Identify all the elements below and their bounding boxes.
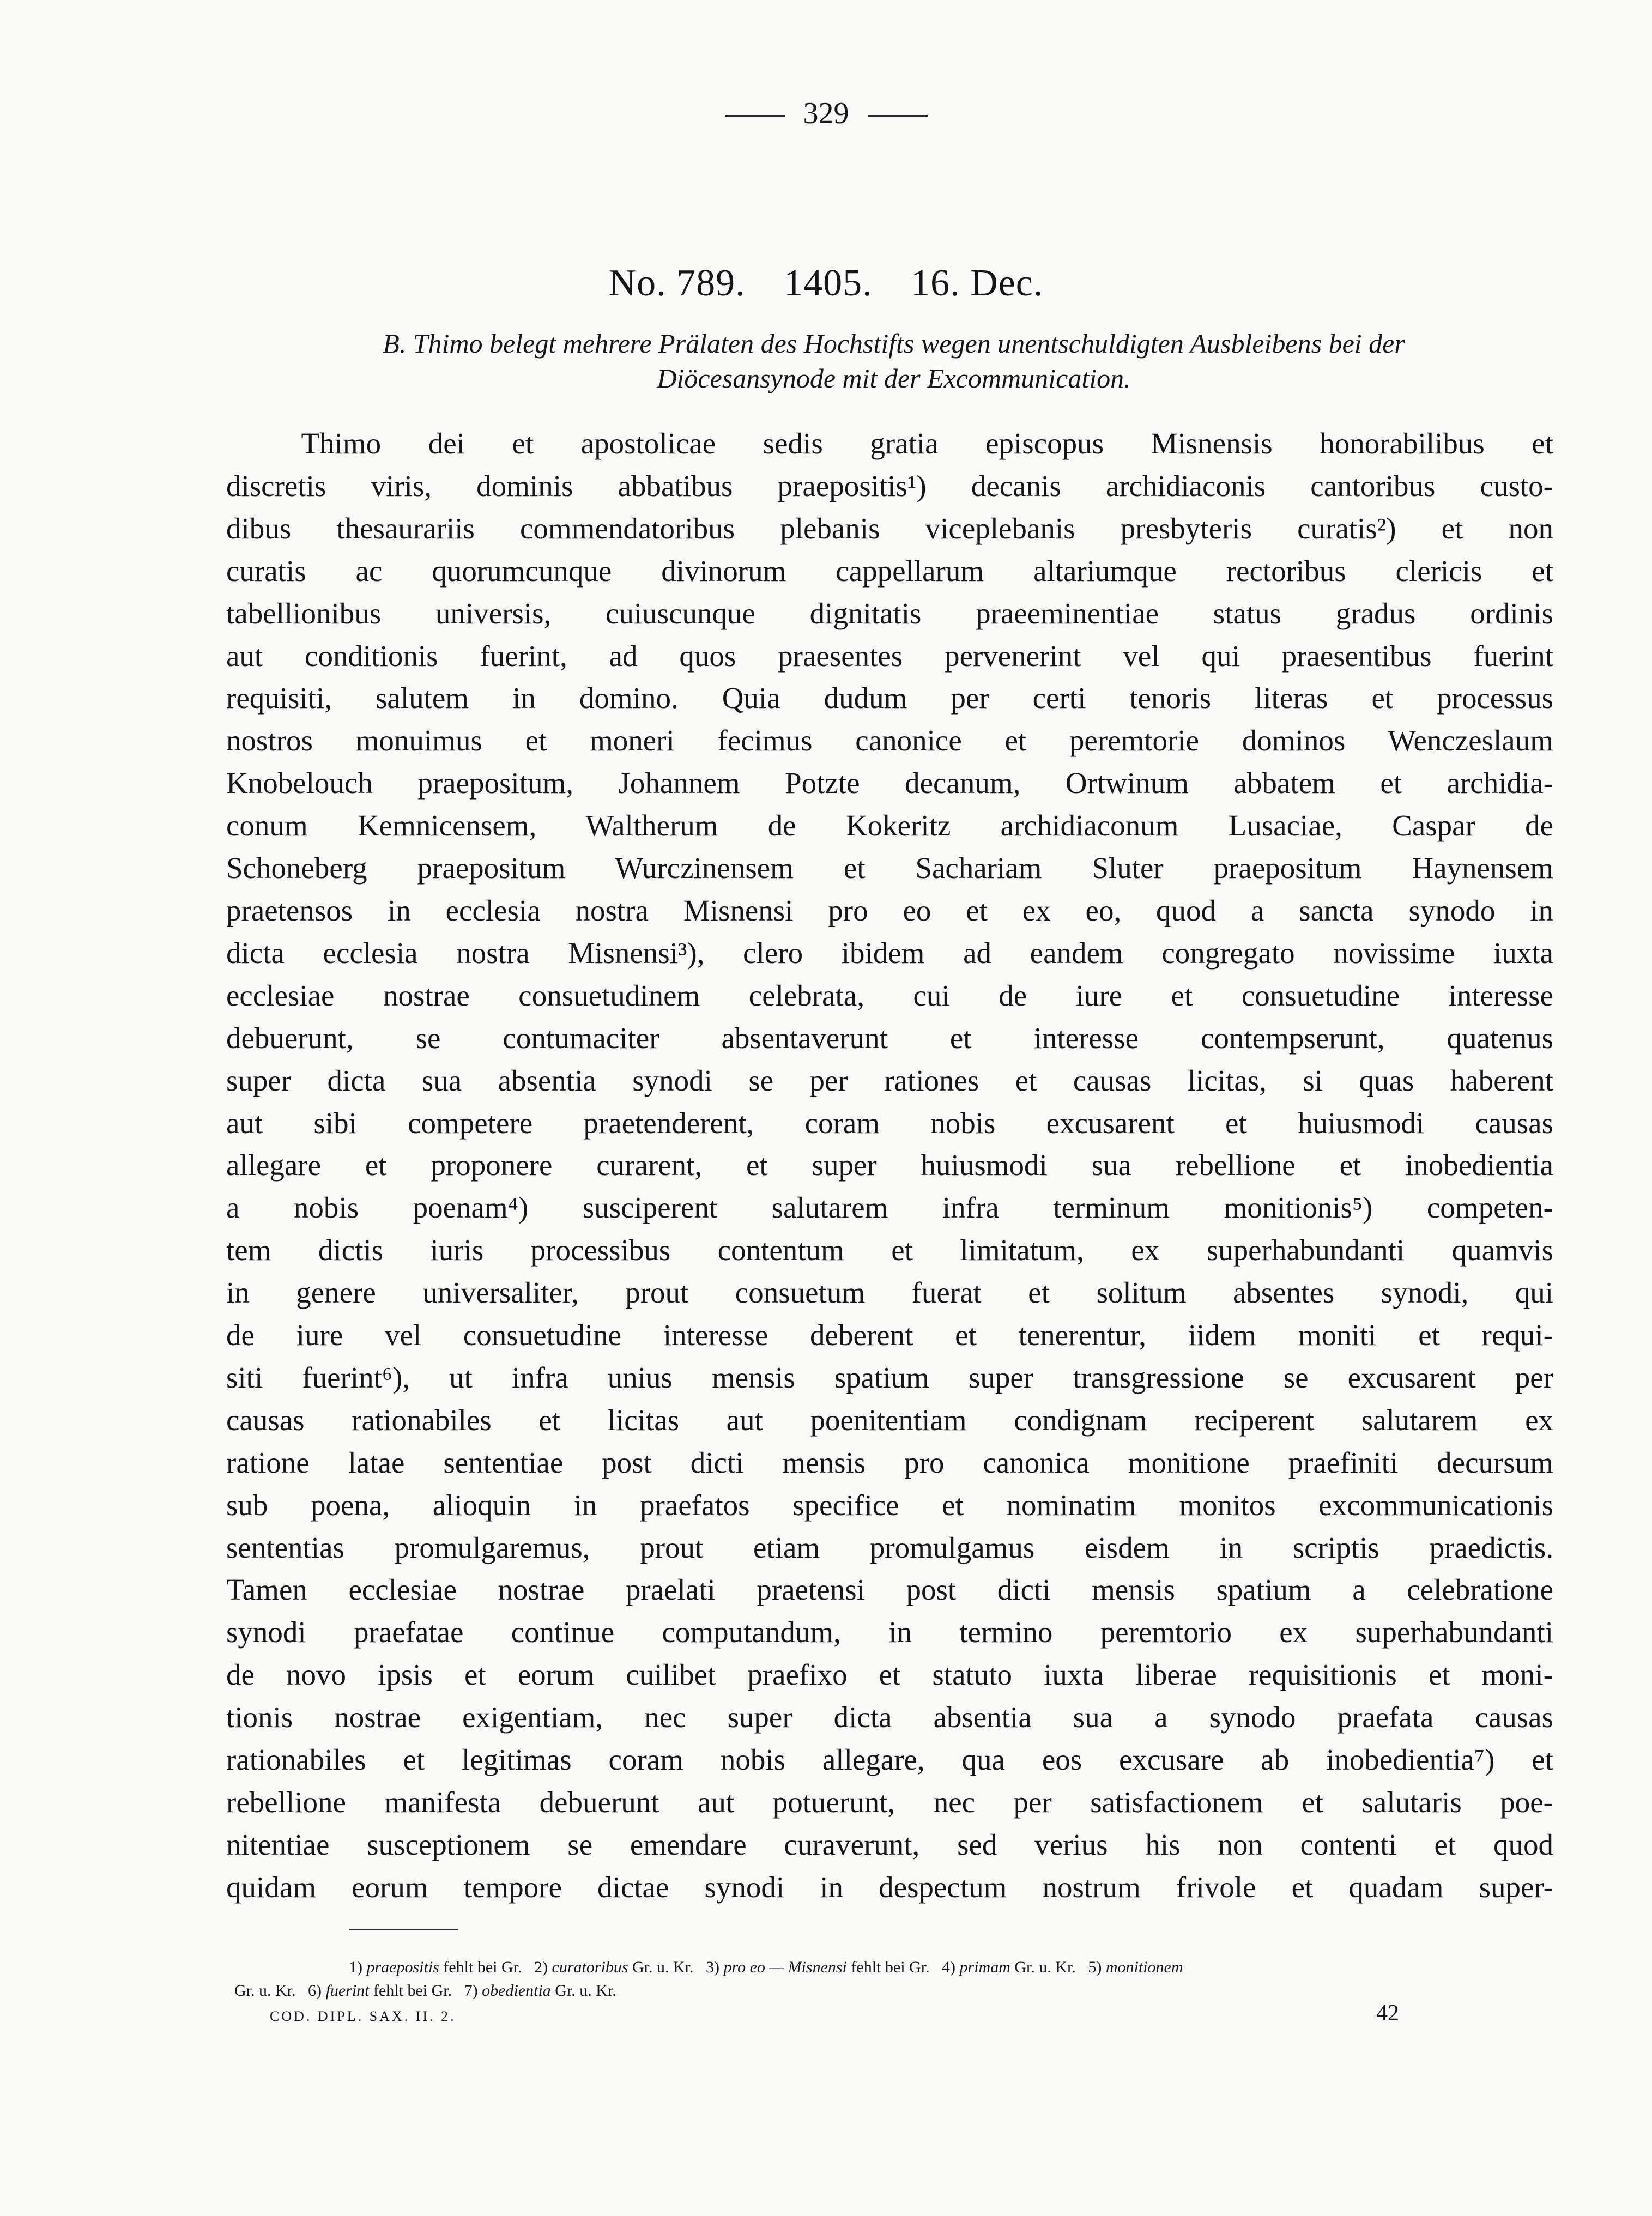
- text-line: tabellionibus universis, cuiuscunque dignitatis praeeminentiae status gradus ordinis: [226, 596, 1553, 630]
- text-line: conum Kemnicensem, Waltherum de Kokeritz archidiaconum Lusaciae, Caspar de: [226, 809, 1553, 843]
- text-line: synodi praefatae continue computandum, in termino peremtorio ex superhabundanti: [226, 1615, 1553, 1649]
- footnote-4: 4) primam Gr. u. Kr.: [942, 1958, 1076, 1976]
- footnote-5: 5) monitionem: [1088, 1958, 1183, 1976]
- text-line: de novo ipsis et eorum cuilibet praefixo et statuto iuxta liberae requisitionis et moni-: [226, 1658, 1553, 1692]
- text-line: Knobelouch praepositum, Johannem Potzte decanum, Ortwinum abbatem et archidia-: [226, 766, 1553, 800]
- text-line: nitentiae susceptionem se emendare curaverunt, sed verius his non contenti et quod: [226, 1827, 1553, 1861]
- text-line: ratione latae sententiae post dicti mensis pro canonica monitione praefiniti decursum: [226, 1445, 1553, 1479]
- text-line: tionis nostrae exigentiam, nec super dicta absentia sua a synodo praefata causas: [226, 1700, 1553, 1734]
- header-rule-right: [868, 115, 928, 117]
- text-line: ecclesiae nostrae consuetudinem celebrata, cui de iure et consuetudine interesse: [226, 978, 1553, 1012]
- text-line: rationabiles et legitimas coram nobis allegare, qua eos excusare ab inobedientia⁷) et: [226, 1743, 1553, 1777]
- footnote-divider: [349, 1929, 458, 1930]
- document-date: 16. Dec.: [911, 262, 1044, 304]
- text-line: rebellione manifesta debuerunt aut potuerunt, nec per satisfactionem et salutaris poe-: [226, 1785, 1553, 1819]
- footnote-6: 6) fuerint fehlt bei Gr.: [308, 1982, 452, 2000]
- text-line: discretis viris, dominis abbatibus praepositis¹) decanis archidiaconis cantoribus custo-: [226, 469, 1553, 502]
- footnote-3: 3) pro eo — Misnensi fehlt bei Gr.: [706, 1958, 930, 1976]
- text-line: requisiti, salutem in domino. Quia dudum per certi tenoris literas et processus: [226, 681, 1553, 715]
- document-number: No. 789.: [608, 262, 746, 304]
- sheet-number: 42: [1376, 2001, 1399, 2026]
- text-line: nostros monuimus et moneri fecimus canonice et peremtorie dominos Wenczeslaum: [226, 724, 1553, 758]
- text-line: a nobis poenam⁴) susciperent salutarem infra terminum monitionis⁵) competen-: [226, 1191, 1553, 1225]
- summary-line: B. Thimo belegt mehrere Prälaten des Hochstifts wegen unentschuldigten Ausbleibens bei der: [383, 328, 1405, 359]
- footnotes: [234, 1955, 1553, 2002]
- footnote-line: [234, 1955, 1553, 1979]
- text-line: tem dictis iuris processibus contentum et limitatum, ex superhabundanti quamvis: [226, 1233, 1553, 1267]
- text-line: curatis ac quorumcunque divinorum cappellarum altariumque rectoribus clericis et: [226, 554, 1553, 588]
- text-line: super dicta sua absentia synodi se per rationes et causas licitas, si quas haberent: [226, 1063, 1553, 1097]
- text-line: allegare et proponere curarent, et super huiusmodi sua rebellione et inobedientia: [226, 1148, 1553, 1182]
- document-year: 1405.: [784, 262, 873, 304]
- footnote-line: [234, 1979, 1553, 2002]
- header-rule-left: [725, 115, 785, 117]
- text-line: sub poena, alioquin in praefatos specifice et nominatim monitos excommunicationis: [226, 1488, 1553, 1522]
- charter-text: [226, 422, 1553, 1909]
- text-line: praetensos in ecclesia nostra Misnensi pro eo et ex eo, quod a sancta synodo in: [226, 893, 1553, 927]
- footnote-5-cont: Gr. u. Kr.: [234, 1982, 296, 2000]
- text-line: causas rationabiles et licitas aut poenitentiam condignam reciperent salutarem ex: [226, 1403, 1553, 1437]
- text-line: sententias promulgaremus, prout etiam promulgamus eisdem in scriptis praedictis.: [226, 1530, 1553, 1564]
- text-line: in genere universaliter, prout consuetum fuerat et solitum absentes synodi, qui: [226, 1276, 1553, 1310]
- document-heading: [0, 259, 1652, 308]
- signature-mark: COD. DIPL. SAX. II. 2.: [270, 2008, 456, 2024]
- footnote-1: 1) praepositis fehlt bei Gr.: [349, 1958, 522, 1976]
- text-line: quidam eorum tempore dictae synodi in despectum nostrum frivole et quadam super-: [226, 1870, 1553, 1904]
- text-line: aut sibi competere praetenderent, coram nobis excusarent et huiusmodi causas: [226, 1106, 1553, 1140]
- footnote-7: 7) obedientia Gr. u. Kr.: [464, 1982, 616, 2000]
- text-line: aut conditionis fuerint, ad quos praesentes pervenerint vel qui praesentibus fuerint: [226, 639, 1553, 673]
- text-line: siti fuerint⁶), ut infra unius mensis spatium super transgressione se excusarent per: [226, 1360, 1553, 1394]
- text-line: de iure vel consuetudine interesse deberent et tenerentur, iidem moniti et requi-: [226, 1318, 1553, 1352]
- footnote-2: 2) curatoribus Gr. u. Kr.: [534, 1958, 694, 1976]
- document-summary: [229, 326, 1559, 396]
- text-line: Tamen ecclesiae nostrae praelati praetensi post dicti mensis spatium a celebratione: [226, 1573, 1553, 1607]
- summary-line: Diöcesansynode mit der Excommunication.: [657, 363, 1131, 393]
- text-line: Schoneberg praepositum Wurczinensem et Sachariam Sluter praepositum Haynensem: [226, 851, 1553, 885]
- text-line: Thimo dei et apostolicae sedis gratia episcopus Misnensis honorabilibus et: [226, 427, 1553, 460]
- text-line: dicta ecclesia nostra Misnensi³), clero ibidem ad eandem congregato novissime iuxta: [226, 936, 1553, 970]
- text-line: dibus thesaurariis commendatoribus plebanis viceplebanis presbyteris curatis²) et non: [226, 511, 1553, 545]
- text-line: debuerunt, se contumaciter absentaverunt et interesse contempserunt, quatenus: [226, 1021, 1553, 1055]
- page-number: 329: [803, 96, 849, 130]
- page-header: [0, 97, 1652, 130]
